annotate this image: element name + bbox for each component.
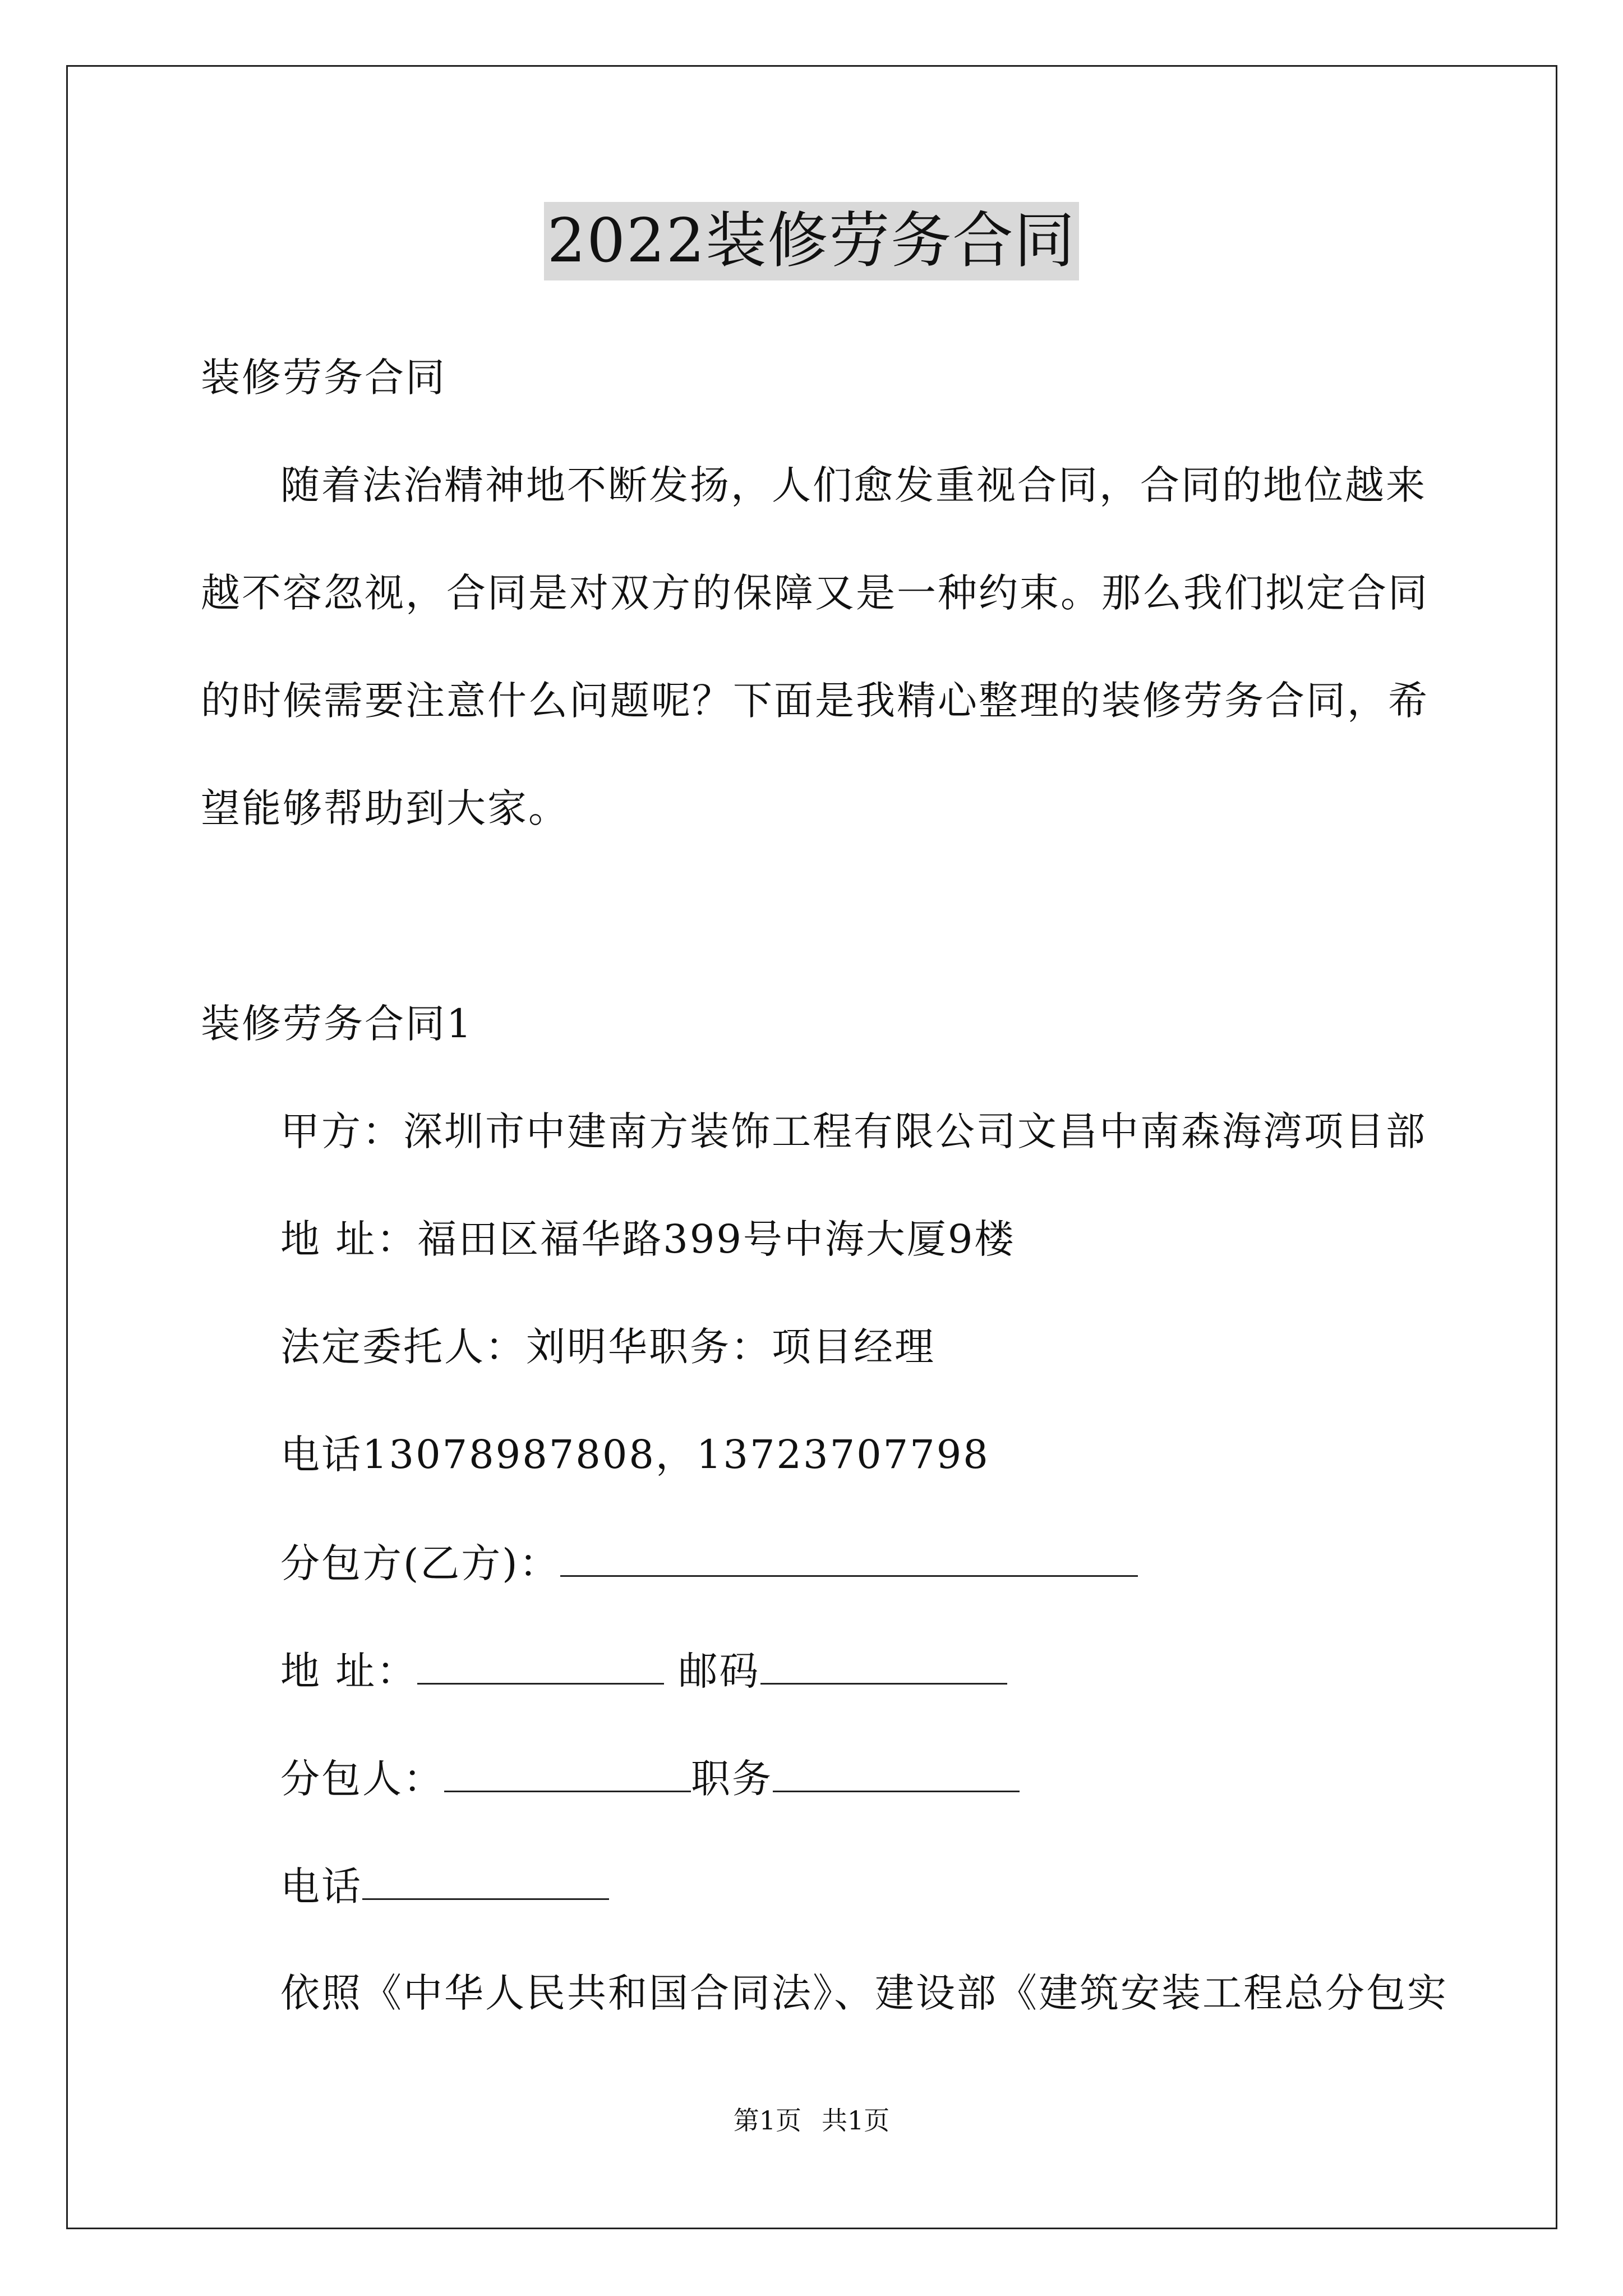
phone-b-blank[interactable] <box>362 1860 609 1900</box>
position-label: 职务 <box>691 1756 773 1802</box>
party-a-line: 甲方：深圳市中建南方装饰工程有限公司文昌中南森海湾项目部 <box>280 1108 1427 1154</box>
title-container <box>0 202 1623 280</box>
party-b-label: 分包方(乙方)： <box>280 1540 560 1586</box>
position-blank[interactable] <box>773 1752 1020 1792</box>
postcode-blank[interactable] <box>760 1645 1007 1685</box>
phone-b-line <box>280 1860 609 1912</box>
page-current: 第1页 <box>733 2105 801 2136</box>
document-heading: 装修劳务合同 <box>201 355 446 401</box>
phone-a-line: 电话13078987808，13723707798 <box>280 1432 990 1478</box>
address-a-line: 地 址：福田区福华路399号中海大厦9楼 <box>280 1216 1016 1262</box>
address-b-blank[interactable] <box>417 1645 664 1685</box>
basis-line: 依照《中华人民共和国合同法》、建设部《建筑安装工程总分包实 <box>280 1970 1448 2016</box>
party-b-line <box>280 1537 1138 1589</box>
subcontractor-line <box>280 1752 1020 1804</box>
page-footer <box>0 2104 1623 2137</box>
section-heading: 装修劳务合同1 <box>201 1001 473 1047</box>
document-title: 2022装修劳务合同 <box>544 202 1080 280</box>
intro-line-3: 的时候需要注意什么问题呢？下面是我精心整理的装修劳务合同，希 <box>201 678 1429 724</box>
postcode-label: 邮码 <box>678 1648 760 1694</box>
legal-rep-line: 法定委托人：刘明华职务：项目经理 <box>280 1324 935 1370</box>
page-total: 共1页 <box>822 2105 890 2136</box>
phone-b-label: 电话 <box>280 1864 362 1910</box>
intro-line-2: 越不容忽视，合同是对双方的保障又是一种约束。那么我们拟定合同 <box>201 570 1429 616</box>
party-b-blank[interactable] <box>560 1537 1138 1577</box>
subcontractor-blank[interactable] <box>444 1752 691 1792</box>
address-b-line <box>280 1645 1007 1696</box>
subcontractor-label: 分包人： <box>280 1756 444 1802</box>
address-b-label: 地 址： <box>280 1648 418 1694</box>
intro-line-1: 随着法治精神地不断发扬，人们愈发重视合同，合同的地位越来 <box>280 462 1427 508</box>
intro-line-4: 望能够帮助到大家。 <box>201 785 569 831</box>
